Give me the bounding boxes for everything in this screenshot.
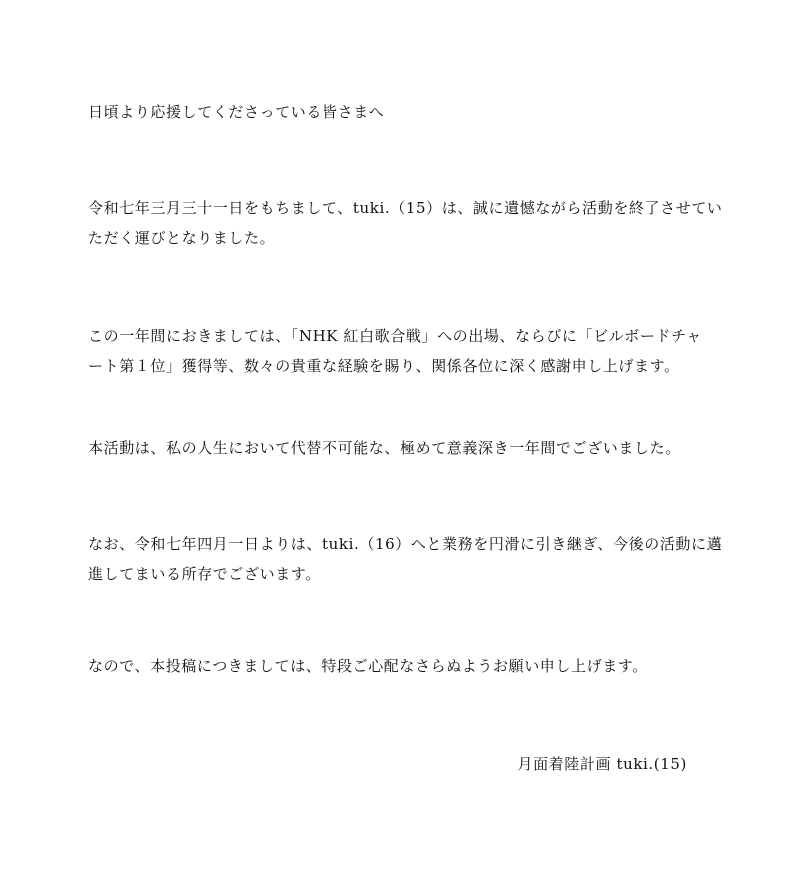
paragraph-gratitude xyxy=(88,321,728,381)
signature: 月面着陸計画 tuki.(15) xyxy=(517,755,687,773)
paragraph-reflection xyxy=(88,433,728,463)
paragraph-line: ただく運びとなりました。 xyxy=(88,229,276,247)
paragraph-handover xyxy=(88,529,728,589)
paragraph-line: なので、本投稿につきましては、特段ご心配なさらぬようお願い申し上げます。 xyxy=(88,657,648,675)
paragraph-line: 本活動は、私の人生において代替不可能な、極めて意義深き一年間でございました。 xyxy=(88,439,681,457)
paragraph-line: なお、令和七年四月一日よりは、tuki.（16）へと業務を円滑に引き継ぎ、今後の活動に邁 xyxy=(88,535,723,553)
paragraph-line: ート第１位」獲得等、数々の貴重な経験を賜り、関係各位に深く感謝申し上げます。 xyxy=(88,357,680,375)
paragraph-end-of-activity xyxy=(88,193,728,253)
paragraph-closing xyxy=(88,651,728,681)
greeting xyxy=(88,97,728,127)
paragraph-line: この一年間におきましては、「NHK 紅白歌合戦」への出場、ならびに「ビルボードチャ xyxy=(88,327,702,345)
paragraph-line: 進してまいる所存でございます。 xyxy=(88,565,321,583)
greeting-line: 日頃より応援してくださっている皆さまへ xyxy=(88,103,385,121)
paragraph-line: 令和七年三月三十一日をもちまして、tuki.（15）は、誠に遺憾ながら活動を終了させてい xyxy=(88,199,723,217)
